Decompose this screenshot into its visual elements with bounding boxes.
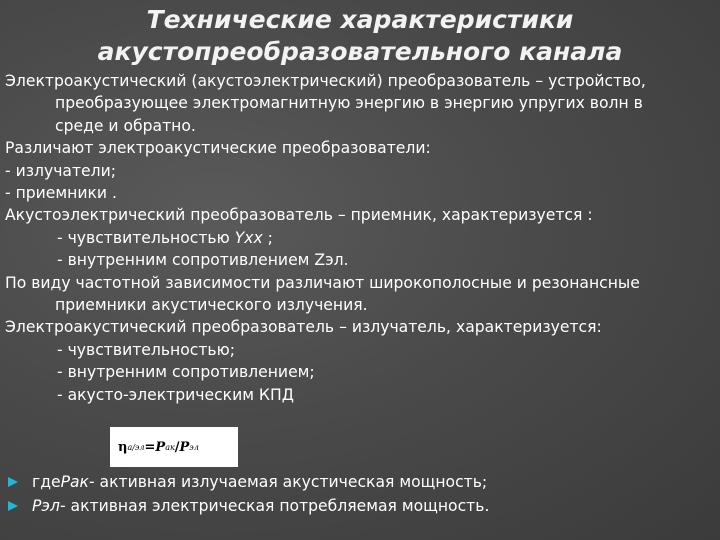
impedance-end: .: [343, 251, 349, 270]
bullet-arrow-icon: [8, 477, 18, 487]
bullet-text: - активная излучаемая акустическая мощность;: [88, 473, 488, 491]
list-item-emitter-impedance: - внутренним сопротивлением;: [57, 363, 315, 382]
paragraph-receiver-heading: Акустоэлектрический преобразователь – приемник, характеризуется :: [5, 206, 593, 225]
paragraph-definition-line3: среде и обратно.: [55, 116, 196, 135]
sensitivity-end: ;: [262, 228, 273, 247]
bullet-symbol: Pэл: [32, 497, 60, 515]
impedance-label: - внутренним сопротивлением: [57, 251, 315, 270]
formula-num-sub: ак: [165, 442, 175, 452]
list-item-impedance-zel: [5, 249, 717, 271]
bullet-electric-power: [8, 494, 489, 518]
formula-den: P: [179, 439, 190, 455]
paragraph-definition-line2: преобразующее электромагнитную энергию в энергию упругих волн в: [55, 94, 643, 113]
paragraph-types-heading: Различают электроакустические преобразователи:: [5, 139, 431, 158]
title-line-2: акустопреобразовательного канала: [97, 37, 623, 66]
formula-den-sub: эл: [189, 442, 199, 452]
bullet-arrow-icon: [8, 501, 18, 511]
formula-eta: η: [118, 439, 128, 455]
paragraph-emitter-heading: Электроакустический преобразователь – излучатель, характеризуется:: [5, 318, 602, 337]
slide-title: [0, 4, 720, 68]
efficiency-formula: [110, 427, 238, 467]
sensitivity-symbol: Yхх: [234, 228, 263, 247]
slide-body: [5, 70, 717, 406]
list-item-receivers: - приемники .: [5, 184, 117, 203]
paragraph-frequency-line2: приемники акустического излучения.: [55, 296, 368, 315]
bullet-text: - активная электрическая потребляемая мощность.: [59, 497, 490, 515]
sensitivity-label: - чувствительностью: [57, 228, 235, 247]
paragraph-frequency-line1: По виду частотной зависимости различают широкополосные и резонансные: [5, 273, 640, 292]
formula-num: P: [155, 439, 166, 455]
impedance-symbol: Zэл: [314, 251, 344, 270]
formula-slash: /: [174, 439, 180, 455]
list-item-sensitivity-yxx: [5, 227, 717, 249]
formula-eta-sub: а/эл: [127, 442, 145, 452]
paragraph-definition-line1: Электроакустический (акустоэлектрический) преобразователь – устройство,: [5, 72, 646, 90]
title-line-1: Технические характеристики: [146, 5, 574, 34]
list-item-efficiency: - акусто-электрическим КПД: [57, 385, 294, 404]
bullet-prefix: где: [32, 473, 61, 491]
list-item-emitters: - излучатели;: [5, 161, 117, 180]
formula-eq: =: [144, 439, 156, 455]
bullet-acoustic-power: [8, 470, 489, 494]
list-item-emitter-sensitivity: - чувствительностью;: [57, 340, 235, 359]
bullet-symbol: Pак: [60, 473, 89, 491]
bullet-list: [8, 470, 489, 518]
